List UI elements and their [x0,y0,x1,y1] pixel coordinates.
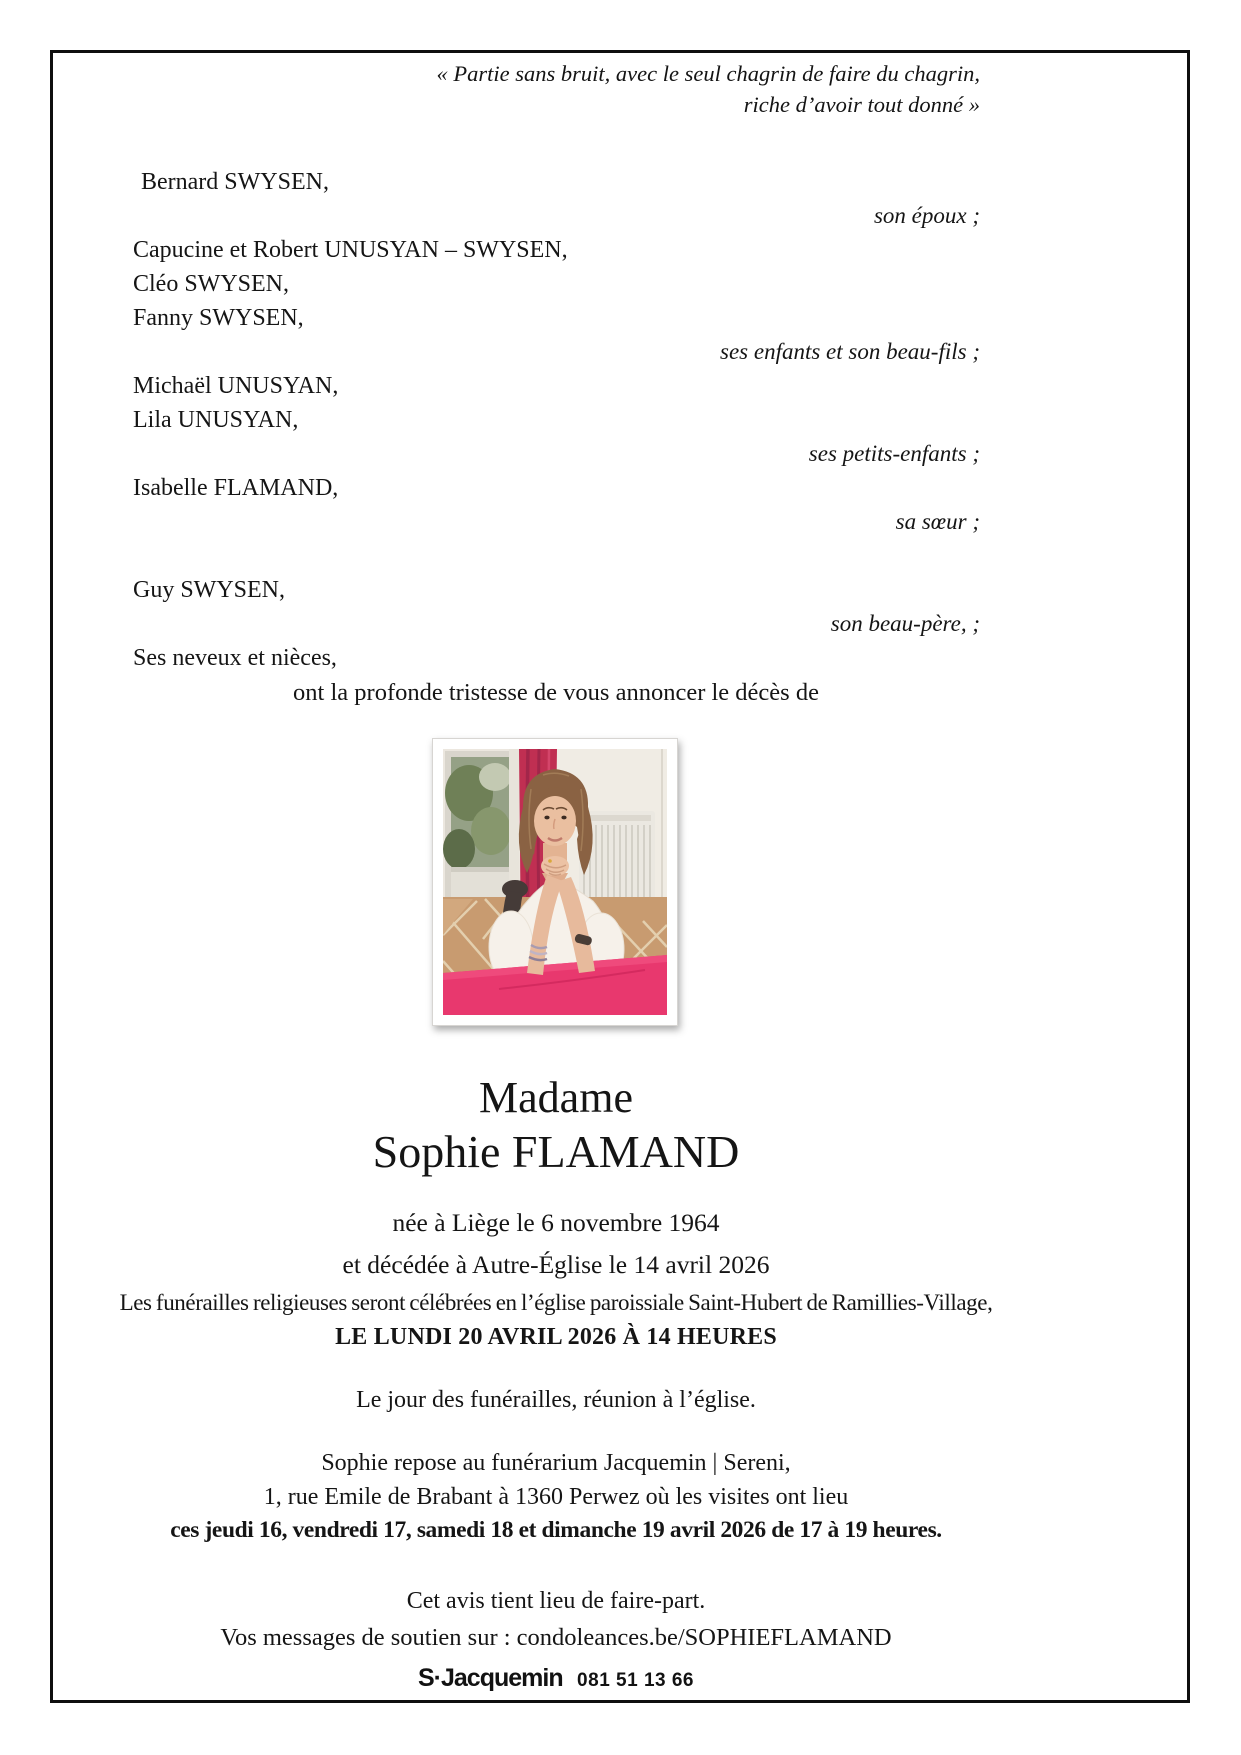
family-name: Ses neveux et nièces, [133,645,337,671]
family-name: Isabelle FLAMAND, [133,475,339,501]
phone-number: 081 51 13 66 [577,1670,695,1691]
epigraph-quote [437,58,980,120]
funeral-meeting-line: Le jour des funérailles, réunion à l’église. [356,1387,756,1413]
brand-name: S·Jacquemin [417,1664,563,1692]
family-relation: son époux ; [873,203,980,228]
family-relation: ses petits-enfants ; [808,441,980,466]
deceased-title: Madame [479,1073,633,1122]
family-name: Capucine et Robert UNUSYAN – SWYSEN, [133,237,568,263]
death-line: et décédée à Autre-Église le 14 avril 2026 [342,1250,770,1279]
condolences-line: Vos messages de soutien sur : condoleances.be/SOPHIEFLAMAND [220,1624,892,1651]
family-name: Lila UNUSYAN, [133,407,299,433]
quote-line-1: « Partie sans bruit, avec le seul chagrin de faire du chagrin, [436,61,980,86]
family-name: Cléo SWYSEN, [133,271,289,297]
deceased-name: Sophie FLAMAND [372,1126,740,1177]
family-relation: son beau-père, ; [830,611,980,636]
family-relation: sa sœur ; [895,509,980,534]
funeral-home-logo [418,1662,694,1698]
family-spacer [133,539,980,573]
family-list [133,165,980,675]
family-name: Fanny SWYSEN, [133,305,304,331]
repose-address-line: 1, rue Emile de Brabant à 1360 Perwez où les visites ont lieu [263,1484,849,1510]
family-name: Guy SWYSEN, [133,577,286,603]
funeral-datetime-line: LE LUNDI 20 AVRIL 2026 À 14 HEURES [335,1324,777,1350]
family-name: Michaël UNUSYAN, [133,373,339,399]
quote-line-2: riche d’avoir tout donné » [743,92,980,117]
announcement-line: ont la profonde tristesse de vous annoncer le décès de [293,679,819,706]
notice-line: Cet avis tient lieu de faire-part. [406,1588,706,1614]
funeral-church-line: Les funérailles religieuses seront célébrées en l’église paroissiale Saint-Hubert de Ramillies-Village, [119,1290,993,1315]
visits-dates-line: ces jeudi 16, vendredi 17, samedi 18 et dimanche 19 avril 2026 de 17 à 19 heures. [170,1517,942,1543]
portrait-photo [443,749,667,1015]
family-relation: ses enfants et son beau-fils ; [720,339,980,364]
birth-line: née à Liège le 6 novembre 1964 [392,1208,720,1237]
family-name: Bernard SWYSEN, [141,169,329,195]
portrait-photo-frame [432,738,678,1026]
repose-location-line: Sophie repose au funérarium Jacquemin | Sereni, [321,1450,791,1476]
